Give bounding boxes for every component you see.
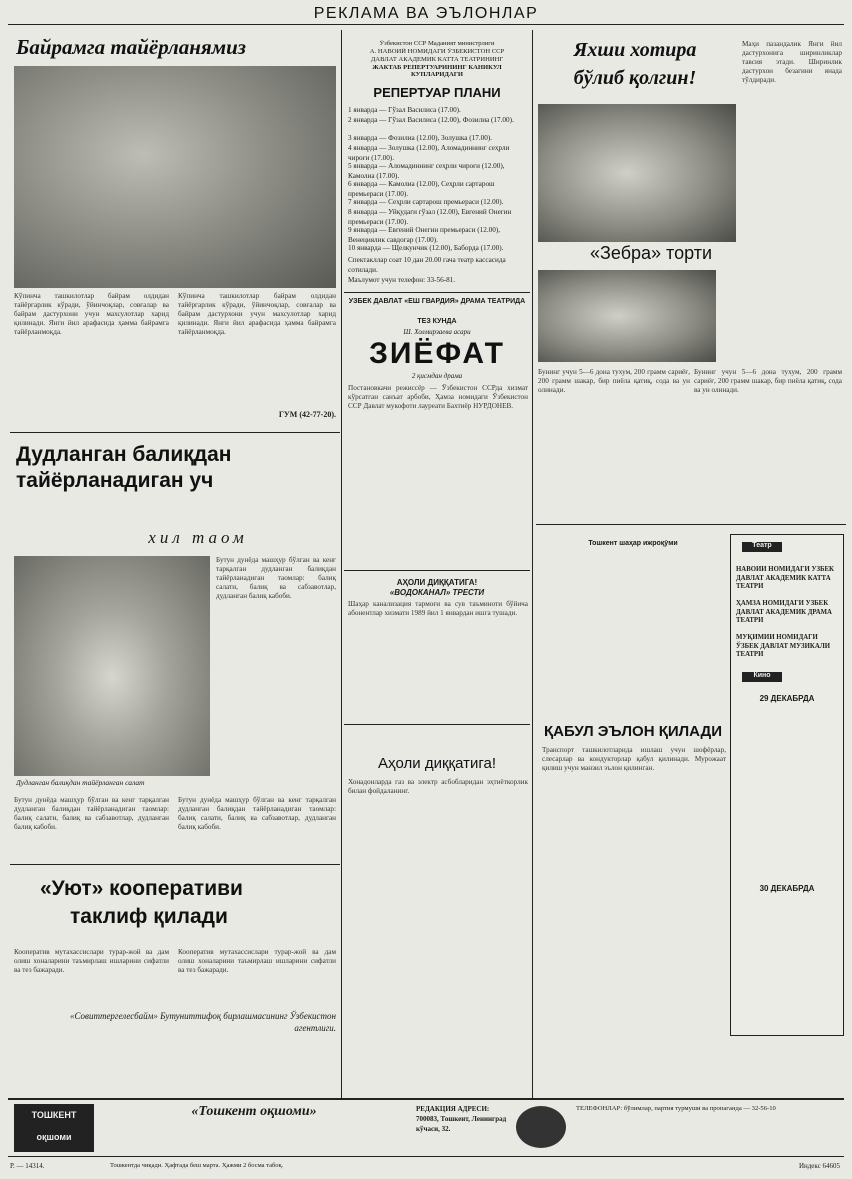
repertoire-org-4: ЖАКТАБ РЕПЕРТУАРИНИНГ КАНИКУЛ КУПЛАРИДАГИ xyxy=(372,64,502,78)
repertoire-item: 2 январда — Гўзал Василиса (12.00), Фозилиа (17.00). xyxy=(348,116,514,124)
dessert-title-line1: Яхши хотира xyxy=(573,40,697,61)
uyut-text: Кооператив мутахассислари турар-жой ва дам олиш хоналарини таъмирлаш ишларини сифатли ва тез бажаради. xyxy=(14,948,169,974)
imprint-index: Индекс 64605 xyxy=(798,1162,840,1170)
water-title: «ВОДОКАНАЛ» ТРЕСТИ xyxy=(389,588,485,597)
listing-line: МУҚИМИЙ НОМИДАГИ ЎЗБЕК ДАВЛАТ МУЗИКАЛИ ТЕАТРИ xyxy=(736,634,831,659)
fish-photo xyxy=(14,556,210,776)
article-holiday-text: Кўпинча ташкилотлар байрам олдидан тайёргарлик кўради, ўйинчоқлар, совғалар ва байрам дастурхони учун махсулотлар харид қилинади. Янги йил арафасида ҳамма байрамга тайёрланмоқда. xyxy=(14,292,169,336)
attention-text: Хонадонларда газ ва электр асбобларидан эҳтиёткорлик билан фойдаланинг. xyxy=(348,778,528,795)
repertoire-footer: Маълумот учун телефон: 33-56-81. xyxy=(348,276,456,284)
fish-text-lower-2: Бутун дунёда машҳур бўлган ва кенг тарқалган дудланган балиқдан тайёрланадиган таомлар: балиқ салати, балиқ ва сабзавотлар, дудланган балиқ кабоби. xyxy=(178,796,336,831)
recruitment-org: Тошкент шаҳар ижроқўми xyxy=(588,540,678,547)
footer-logo: ТОШКЕНТ оқшоми xyxy=(14,1104,94,1152)
fish-text-lower: Бутун дунёда машҳур бўлган ва кенг тарқалган дудланган балиқдан тайёрланадиган таомлар: балиқ салати, балиқ ва сабзавотлар, дудланган балиқ кабоби. xyxy=(14,796,169,831)
uyut-title-line2: таклиф қилади xyxy=(70,906,228,928)
imprint-center: Тошкентда чиқади. Ҳафтада беш марта. Ҳажми 2 босма табоқ. xyxy=(110,1162,284,1169)
repertoire-item: 5 январда — Аломадиннинг сеҳрли чироғи (12.00), Камолиа (17.00). xyxy=(348,162,505,180)
date-heading: 30 ДЕКАБРДА xyxy=(759,884,815,893)
article-holiday-text-cont: Кўпинча ташкилотлар байрам олдидан тайёргарлик кўради, ўйинчоқлар, совғалар ва байрам дастурхони учун махсулотлар харид қилинади. Янги йил арафасида ҳамма байрамга тайёрланмоқда. xyxy=(178,292,336,336)
water-org: АҲОЛИ ДИҚҚАТИГА! xyxy=(396,578,478,587)
recruitment-text: Транспорт ташкилотларида ишлаш учун шофёрлар, слесарлар ва кондукторлар қабул қилинади. Мурожаат қилиш учун манзил эълон қилинган. xyxy=(542,746,726,772)
zievat-title: ЗИЁФАТ xyxy=(369,338,505,370)
zievat-subtitle: ТЕЗ КУНДА xyxy=(417,318,457,325)
attention-title: Аҳоли диққатига! xyxy=(378,756,496,772)
article-holiday-title: Байрамга тайёрланямиз xyxy=(16,36,246,59)
repertoire-item: 8 январда — Уйқудаги гўзал (12.00), Евгений Онегин премьераси (17.00). xyxy=(348,208,512,226)
imprint-left: Р. — 14314. xyxy=(10,1162,45,1170)
zievat-genre: 2 қисмдан драма xyxy=(411,372,463,380)
zievat-author: Ш. Холмирзаева асари xyxy=(403,328,471,336)
fish-title-line2: тайёрланадиган уч xyxy=(16,470,214,492)
zievat-text: Постановкачи режиссёр — Ўзбекистон ССРда хизмат кўрсатган санъат арбоби, Ҳамза номидаги Ўзбекистон ССР Давлат мукофоти лауреати Бахтиёр НУРДОНЕВ. xyxy=(348,384,528,410)
listing-line: ҲАМЗА НОМИДАГИ ЎЗБЕК ДАВЛАТ АКАДЕМИК ДРАМА ТЕАТРИ xyxy=(736,600,832,625)
footer-phones: ТЕЛЕФОНЛАР: бўлимлар, партия турмуши ва пропаганда — 32-56-10 xyxy=(576,1105,776,1112)
repertoire-item: 9 январда — Евгений Онегин премьераси (12.00), Венециялик савдогар (17.00). xyxy=(348,226,501,244)
uyut-text-2: Кооператив мутахассислари турар-жой ва дам олиш хоналарини таъмирлаш ишларини сифатли ва тез бажаради. xyxy=(178,948,336,974)
repertoire-org-1: Ўзбекистон ССР Маданият министрлиги xyxy=(379,40,495,47)
zebra-title: «Зебра» торти xyxy=(590,244,713,263)
repertoire-org-3: ДАВЛАТ АКАДЕМИК КАТТА ТЕАТРИНИНГ xyxy=(370,56,504,63)
date-heading: 29 ДЕКАБРДА xyxy=(759,694,815,703)
dessert-photo xyxy=(538,104,736,242)
recruitment-title: ҚАБУЛ ЭЪЛОН ҚИЛАДИ xyxy=(543,724,723,740)
masthead-title: РЕКЛАМА ВА ЭЪЛОНЛАР xyxy=(313,6,539,22)
water-text: Шаҳар канализация тармоғи ва сув таъминоти бўйича абонентлар хизмати 1989 йил 1 январдан ишга тушади. xyxy=(348,600,528,617)
fish-caption: Дудланган балиқдан тайёрланган салат xyxy=(16,778,145,787)
repertoire-title: РЕПЕРТУАР ПЛАНИ xyxy=(373,86,501,100)
footer-redaction: РЕДАКЦИЯ АДРЕСИ: 700083, Тошкент, Ленинград кўчаси, 32. xyxy=(416,1105,507,1133)
zebra-text: Бунинг учун 5—6 дона тухум, 200 грамм сариёғ, 200 грамм шакар, бир пиёла қатиқ, сода ва ун олинади. xyxy=(538,368,690,394)
fish-subtitle: хил таом xyxy=(148,528,248,547)
repertoire-item: 6 январда — Камолиа (12.00), Сеҳрли сартарош премьераси (17.00). xyxy=(348,180,495,198)
zebra-photo xyxy=(538,270,716,362)
fish-text: Бутун дунёда машҳур бўлган ва кенг тарқалган дудланган балиқдан тайёрланадиган таомлар: балиқ салати, балиқ ва сабзавотлар, дудланган балиқ кабоби. xyxy=(216,556,336,600)
footer-circle-logo xyxy=(516,1106,566,1148)
holiday-photo xyxy=(14,66,336,288)
repertoire-item: Спектакллар соат 10 дан 20.00 гача театр кассасида сотилади. xyxy=(348,256,506,274)
dessert-title-line2: бўлиб қолгин! xyxy=(573,68,697,89)
repertoire-org-2: А. НАВОИЙ НОМИДАГИ ЎЗБЕКИСТОН ССР xyxy=(369,48,505,55)
repertoire-item: 7 январда — Сеҳрли сартарош премьераси (12.00). xyxy=(348,198,504,206)
repertoire-item: 4 январда — Золушка (12.00), Аломадиннинг сеҳрли чироғи (17.00). xyxy=(348,144,510,162)
zievat-org: УЗБЕК ДАВЛАТ «ЁШ ГВАРДИЯ» ДРАМА ТЕАТРИДА xyxy=(348,298,526,305)
footer-paper-title: «Тошкент оқшоми» xyxy=(191,1104,317,1119)
dessert-text: Маҳи пазандалик Янги йил дастурхонига ширинликлар тавсия этади. Ширинлик дастурхон безагини янада тўлдиради. xyxy=(742,40,842,84)
article-holiday-signature: ГУМ (42-77-20). xyxy=(278,410,336,419)
theater-tag: Театр xyxy=(742,542,782,552)
repertoire-item: 1 январда — Гўзал Василиса (17.00). xyxy=(348,106,461,114)
listing-line: НАВОИЙ НОМИДАГИ ЎЗБЕК ДАВЛАТ АКАДЕМИК КАТТА ТЕАТРИ xyxy=(736,566,834,591)
fish-title-line1: Дудланган балиқдан xyxy=(16,444,232,466)
uyut-signature: «Совиттергелесбайм» Бутуниттифоқ бирлашмасининг Ўзбекистон агентлиги. xyxy=(69,1011,336,1033)
cinema-tag: Кино xyxy=(742,672,782,682)
repertoire-item: 10 январда — Щелкунчик (12.00), Баборда (17.00). xyxy=(348,244,504,252)
zebra-text-2: Бунинг учун 5—6 дона тухум, 200 грамм сариёғ, 200 грамм шакар, бир пиёла қатиқ, сода ва ун олинади. xyxy=(694,368,842,394)
repertoire-item: 3 январда — Фозилиа (12.00), Золушка (17.00). xyxy=(348,134,493,142)
uyut-title-line1: «Уют» кооперативи xyxy=(40,878,243,900)
